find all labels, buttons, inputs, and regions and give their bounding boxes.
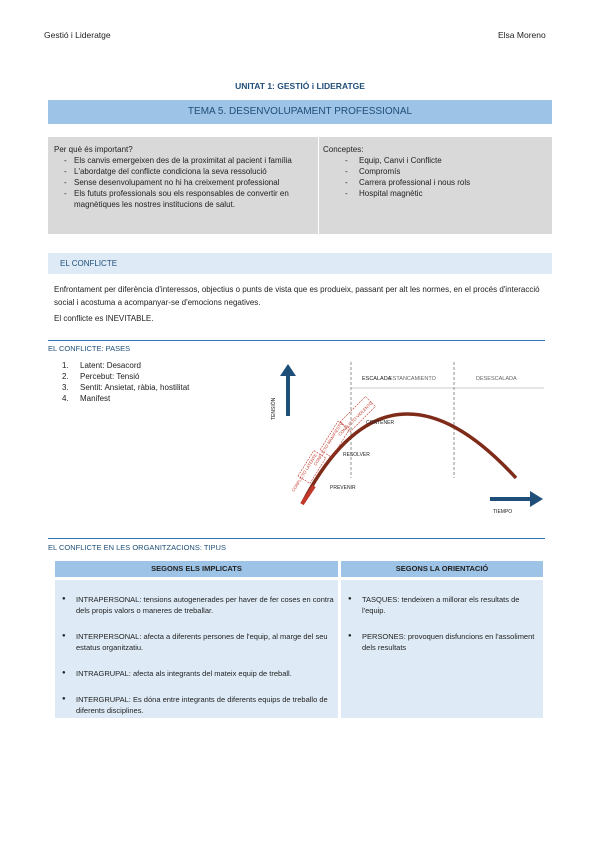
concept-item: - Compromís (345, 166, 548, 177)
type-item: ● PERSONES: provoquen disfuncions en l'assoliment dels resultats (348, 631, 538, 653)
concepts-heading: Conceptes: (323, 145, 364, 154)
importance-section (54, 144, 316, 210)
action-label-contener: CONTENER (366, 420, 395, 426)
x-axis-label: TIEMPO (493, 509, 513, 515)
header-subject: Gestió i Lideratge (44, 30, 111, 40)
tema-title: TEMA 5. DESENVOLUPAMENT PROFESSIONAL (48, 100, 552, 124)
importance-item: - Els fututs professionals sou els responsables de convertir en magnètiques les nostres institucions de salut. (64, 188, 316, 210)
importance-item: - Sense desenvolupament no hi ha creixement professional (64, 177, 316, 188)
types-right-cell (341, 580, 543, 718)
types-right-header: SEGONS LA ORIENTACIÓ (341, 561, 543, 577)
section-rule (48, 538, 545, 539)
summary-divider (318, 137, 319, 234)
conflict-heading: EL CONFLICTE (60, 259, 118, 268)
importance-heading: Per què és important? (54, 145, 133, 154)
y-axis-label: TENSIÓN (271, 397, 277, 420)
type-item: ● INTERPERSONAL: afecta a diferents persones de l'equip, al marge del seu estatus organitzatiu. (62, 631, 334, 653)
zone-label-escalada: ESCALADA (362, 376, 392, 382)
concepts-section (323, 144, 548, 199)
concept-item: - Hospital magnètic (345, 188, 548, 199)
action-label-prevenir: PREVENIR (330, 485, 356, 491)
type-item: ● TASQUES: tendeixen a millorar els resultats de l'equip. (348, 594, 538, 616)
type-item: ● INTRAGRUPAL: afecta als integrants del mateix equip de treball. (62, 668, 334, 679)
concept-item: - Carrera professional i nous rols (345, 177, 548, 188)
type-item: ● INTERGRUPAL: Es dóna entre integrants de diferents equips de treballo de diferents disciplines. (62, 694, 334, 716)
concept-item: - Equip, Canvi i Conflicte (345, 155, 548, 166)
stage-label-manifest: CONFLICTO MANIFIESTO (312, 420, 344, 467)
conflict-definition: Enfrontament per diferència d'interessos, objectius o punts de vista que es produeix, passant per alt les normes, en el procés d'interacció social i acostuma a acompanyar-se d'emocions negatives. (54, 285, 540, 307)
zone-label-desescalada: DESESCALADA (476, 376, 517, 382)
phase-item: 2. Percebut: Tensió (62, 372, 140, 381)
phase-item: 1. Latent: Desacord (62, 361, 141, 370)
phases-list (62, 360, 189, 404)
types-left-cell (55, 580, 338, 718)
stage-label-violent: CONFLICTO VIOLENTO (337, 400, 374, 437)
phase-item: 3. Sentit: Ansietat, ràbia, hostilitat (62, 383, 190, 392)
zone-label-estancamiento: ESTANCAMIENTO (389, 376, 436, 382)
types-left-header: SEGONS ELS IMPLICATS (55, 561, 338, 577)
types-title: EL CONFLICTE EN LES ORGANITZACIONS: TIPUS (48, 543, 226, 552)
unit-title: UNITAT 1: GESTIÓ i LIDERATGE (235, 81, 365, 91)
phase-item: 4. Manifest (62, 394, 111, 403)
type-item: ● INTRAPERSONAL: tensions autogenerades per haver de fer coses en contra dels propis valors o maneres de treballar. (62, 594, 334, 616)
stage-label-latent: CONFLICTO LATENTE (290, 452, 319, 493)
header-author: Elsa Moreno (498, 30, 546, 40)
conflict-curve-diagram (268, 358, 544, 518)
conflict-band (48, 253, 552, 274)
conflict-inevitable: El conflicte es INEVITABLE. (54, 314, 154, 323)
phases-title: EL CONFLICTE: PASES (48, 344, 131, 353)
importance-item: - L'abordatge del conflicte condiciona la seva ressolució (64, 166, 316, 177)
importance-item: - Els canvis emergeixen des de la proximitat al pacient i família (64, 155, 316, 166)
section-rule (48, 340, 545, 341)
action-label-resolver: RESOLVER (343, 452, 370, 458)
